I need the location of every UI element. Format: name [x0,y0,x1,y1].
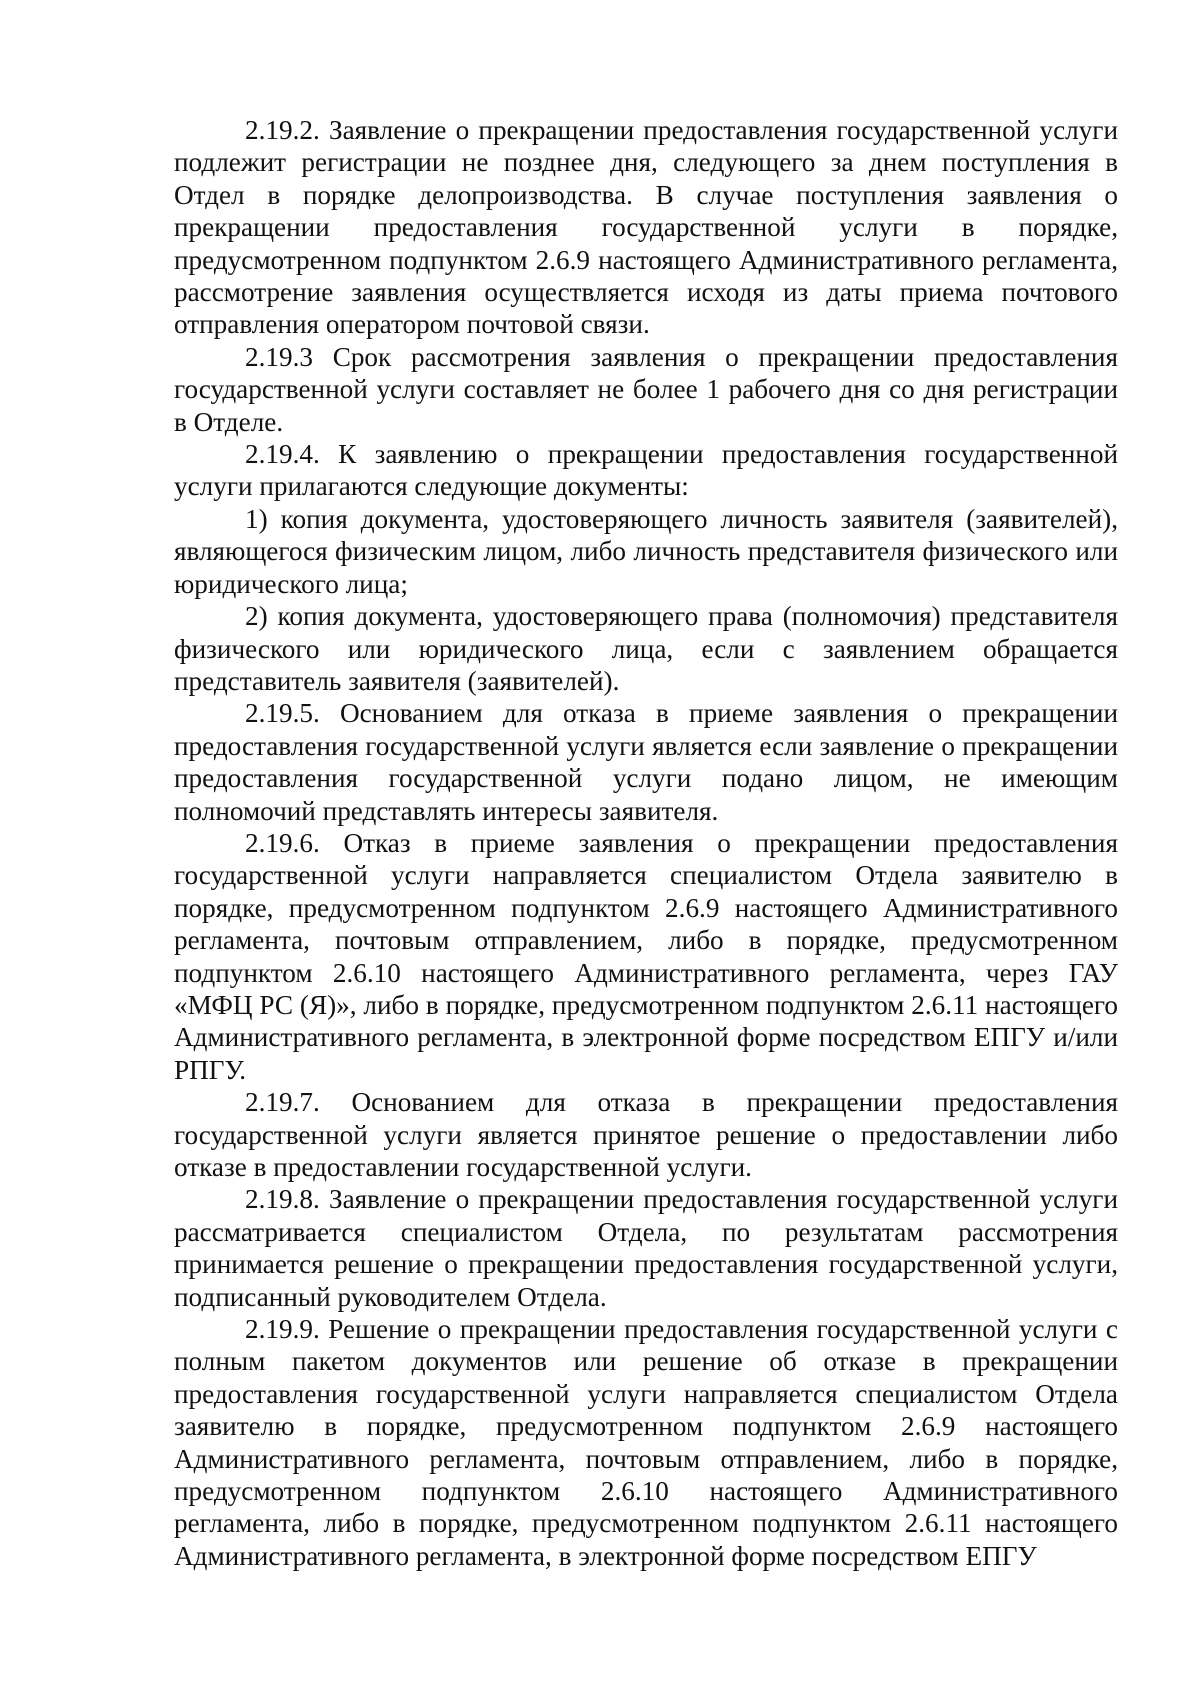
list-item-2: 2) копия документа, удостоверяющего права (полномочия) представителя физического или юридического лица, если с заявлением обращается представитель заявителя (заявителей). [174,601,1118,696]
paragraph-2-19-6: 2.19.6. Отказ в приеме заявления о прекращении предоставления государственной услуги направляется специалистом Отдела заявителю в порядке, предусмотренном подпунктом 2.6.9 настоящего Административного регламента, почтовым отправлением, либо в порядке, предусмотренном подпунктом 2.6.10 настоящего Административного регламента, через ГАУ «МФЦ РС (Я)», либо в порядке, предусмотренном подпунктом 2.6.11 настоящего Административного регламента, в электронной форме посредством ЕПГУ и/или РПГУ. [174,827,1118,1085]
paragraph-2-19-5: 2.19.5. Основанием для отказа в приеме заявления о прекращении предоставления государственной услуги является если заявление о прекращении предоставления государственной услуги подано лицом, не имеющим полномочий представлять интересы заявителя. [174,698,1118,826]
paragraph-2-19-9: 2.19.9. Решение о прекращении предоставления государственной услуги с полным пакетом документов или решение об отказе в прекращении предоставления государственной услуги направляется специалистом Отдела заявителю в порядке, предусмотренном подпунктом 2.6.9 настоящего Административного регламента, почтовым отправлением, либо в порядке, предусмотренном подпунктом 2.6.10 настоящего Административного регламента, либо в порядке, предусмотренном подпунктом 2.6.11 настоящего Административного регламента, в электронной форме посредством ЕПГУ [174,1314,1118,1571]
paragraph-2-19-4: 2.19.4. К заявлению о прекращении предоставления государственной услуги прилагаются следующие документы: [174,439,1118,502]
paragraph-2-19-7: 2.19.7. Основанием для отказа в прекращении предоставления государственной услуги является принятое решение о предоставлении либо отказе в предоставлении государственной услуги. [174,1087,1118,1182]
paragraph-2-19-8: 2.19.8. Заявление о прекращении предоставления государственной услуги рассматривается специалистом Отдела, по результатам рассмотрения принимается решение о прекращении предоставления государственной услуги, подписанный руководителем Отдела. [174,1184,1118,1312]
paragraph-2-19-3: 2.19.3 Срок рассмотрения заявления о прекращении предоставления государственной услуги составляет не более 1 рабочего дня со дня регистрации в Отделе. [174,341,1118,437]
list-item-1: 1) копия документа, удостоверяющего личность заявителя (заявителей), являющегося физическим лицом, либо личность представителя физического или юридического лица; [174,503,1118,599]
paragraph-2-19-2: 2.19.2. Заявление о прекращении предоставления государственной услуги подлежит регистрации не позднее дня, следующего за днем поступления в Отдел в порядке делопроизводства. В случае поступления заявления о прекращении предоставления государственной услуги в порядке, предусмотренном подпунктом 2.6.9 настоящего Административного регламента, рассмотрение заявления осуществляется исходя из даты приема почтового отправления оператором почтовой связи. [174,115,1118,340]
document-page [174,114,1118,1572]
